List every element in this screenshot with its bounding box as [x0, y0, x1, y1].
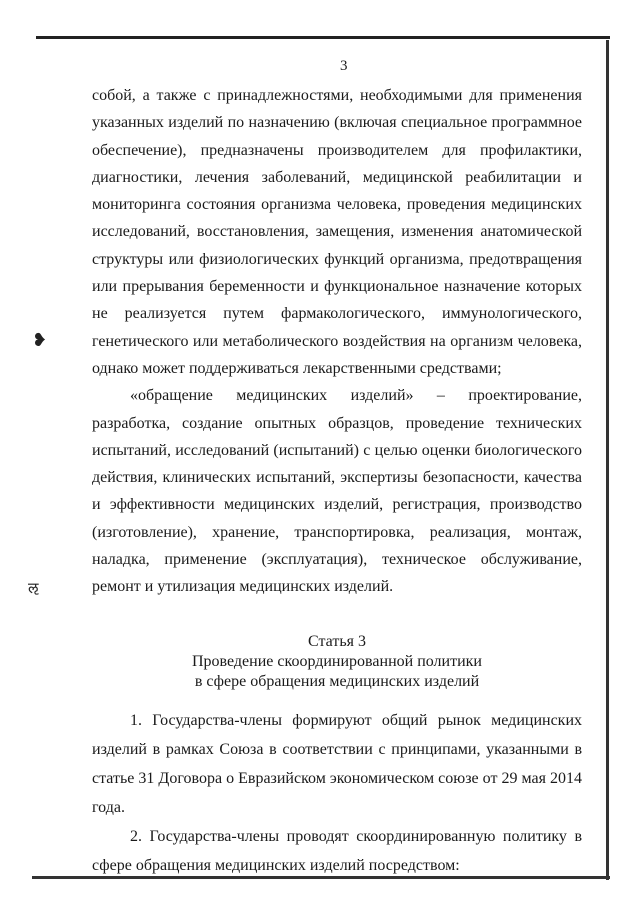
article-clauses	[92, 706, 582, 880]
clause-2: 2. Государства-члены проводят скоординированную политику в сфере обращения медицинских изделий посредством:	[92, 828, 582, 874]
article-title-line2: в сфере обращения медицинских изделий	[194, 673, 480, 690]
page-number: 3	[340, 58, 348, 74]
scan-border-top	[36, 36, 610, 39]
scan-border-right	[606, 40, 609, 880]
margin-mark-top: ❥	[32, 330, 48, 350]
margin-mark-bottom: ऌ	[28, 581, 39, 597]
definition-circulation: «обращение медицинских изделий» – проектирование, разработка, создание опытных образцов, проведение технических испытаний, исследований (испытаний) с целью оценки биологического действия, клинических испытаний, экспертизы безопасности, качества и эффективности медицинских изделий, регистрация, производство (изготовление), хранение, транспортировка, реализация, монтаж, наладка, применение (эксплуатация), техническое обслуживание, ремонт и утилизация медицинских изделий.	[92, 387, 582, 596]
clause-1: 1. Государства-члены формируют общий рынок медицинских изделий в рамках Союза в соответствии с принципами, указанными в статье 31 Договора о Евразийском экономическом союзе от 29 мая 2014 года.	[92, 712, 582, 816]
article-title-line1: Проведение скоординированной политики	[192, 653, 482, 670]
definition-medical-device-continued: собой, а также с принадлежностями, необходимыми для применения указанных изделий по назначению (включая специальное программное обеспечение), предназначены производителем для профилактики, диагностики, лечения заболеваний, медицинской реабилитации и мониторинга состояния организма человека, проведения медицинских исследований, восстановления, замещения, изменения анатомической структуры или физиологических функций организма, предотвращения или прерывания беременности и функциональное назначение которых не реализуется путем фармакологического, иммунологического, генетического или метаболического воздействия на организм человека, однако может поддерживаться лекарственными средствами;	[92, 87, 582, 377]
definitions-section	[92, 82, 582, 601]
article-number: Статья 3	[308, 633, 366, 650]
